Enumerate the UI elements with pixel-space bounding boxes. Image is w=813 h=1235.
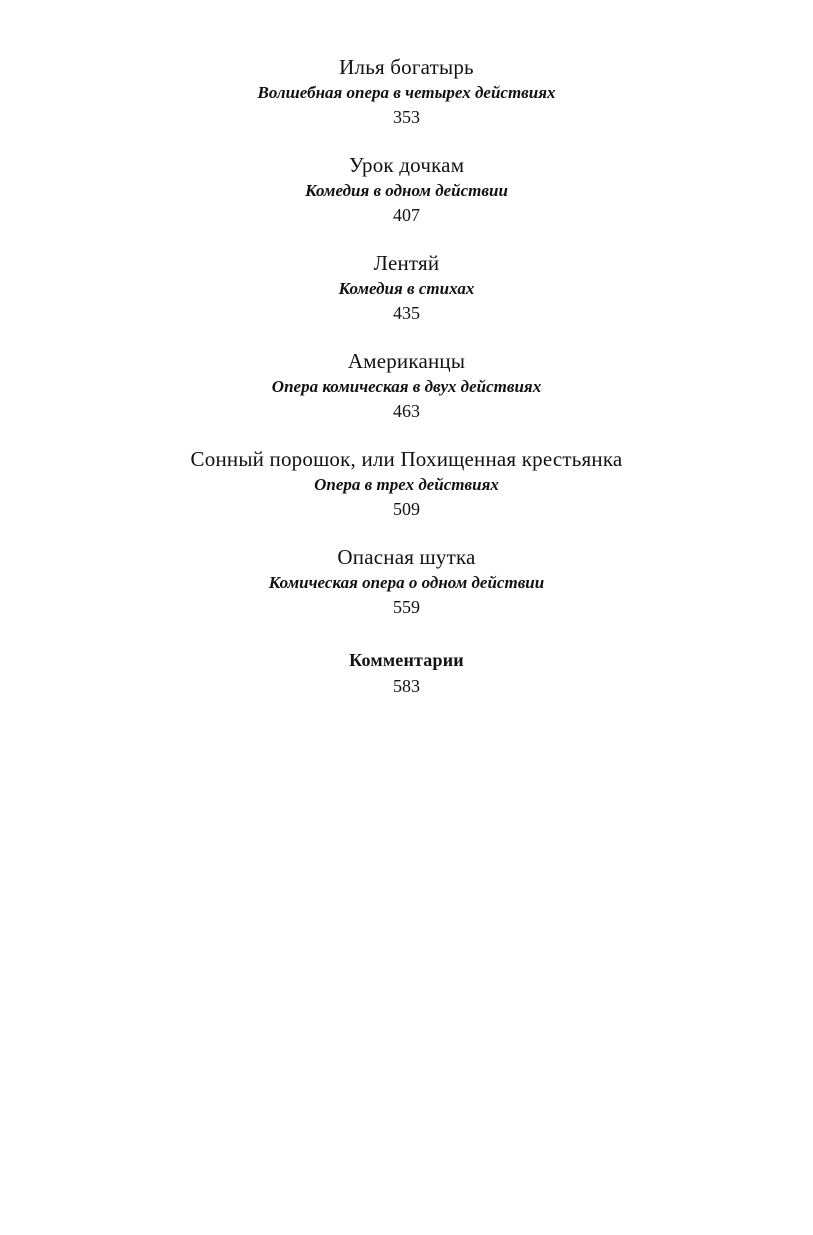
comments-title: Комментарии [349,650,464,670]
entry-title: Илья богатырь [339,55,474,79]
table-of-contents [0,54,813,721]
toc-entry-comments [0,648,813,699]
toc-entry [0,446,813,522]
comments-page-number: 583 [393,676,420,696]
entry-page-number: 509 [393,499,420,519]
entry-page-number: 407 [393,205,420,225]
entry-page-number: 559 [393,597,420,617]
entry-subtitle: Комическая опера о одном действии [268,573,545,592]
entry-title: Опасная шутка [337,545,476,569]
entry-page-number: 353 [393,107,420,127]
entry-subtitle: Опера в трех действиях [314,475,499,494]
toc-entry [0,348,813,424]
toc-entry [0,544,813,620]
entry-title: Сонный порошок, или Похищенная крестьянка [190,447,623,471]
entry-subtitle: Волшебная опера в четырех действиях [257,83,556,102]
entry-subtitle: Комедия в стихах [338,279,475,298]
entry-subtitle: Опера комическая в двух действиях [271,377,542,396]
entry-title: Лентяй [373,251,440,275]
entry-page-number: 435 [393,303,420,323]
entry-title: Американцы [347,349,466,373]
entry-subtitle: Комедия в одном действии [305,181,508,200]
entry-page-number: 463 [393,401,420,421]
toc-entry [0,54,813,130]
toc-entry [0,152,813,228]
entry-title: Урок дочкам [348,153,465,177]
toc-entry [0,250,813,326]
